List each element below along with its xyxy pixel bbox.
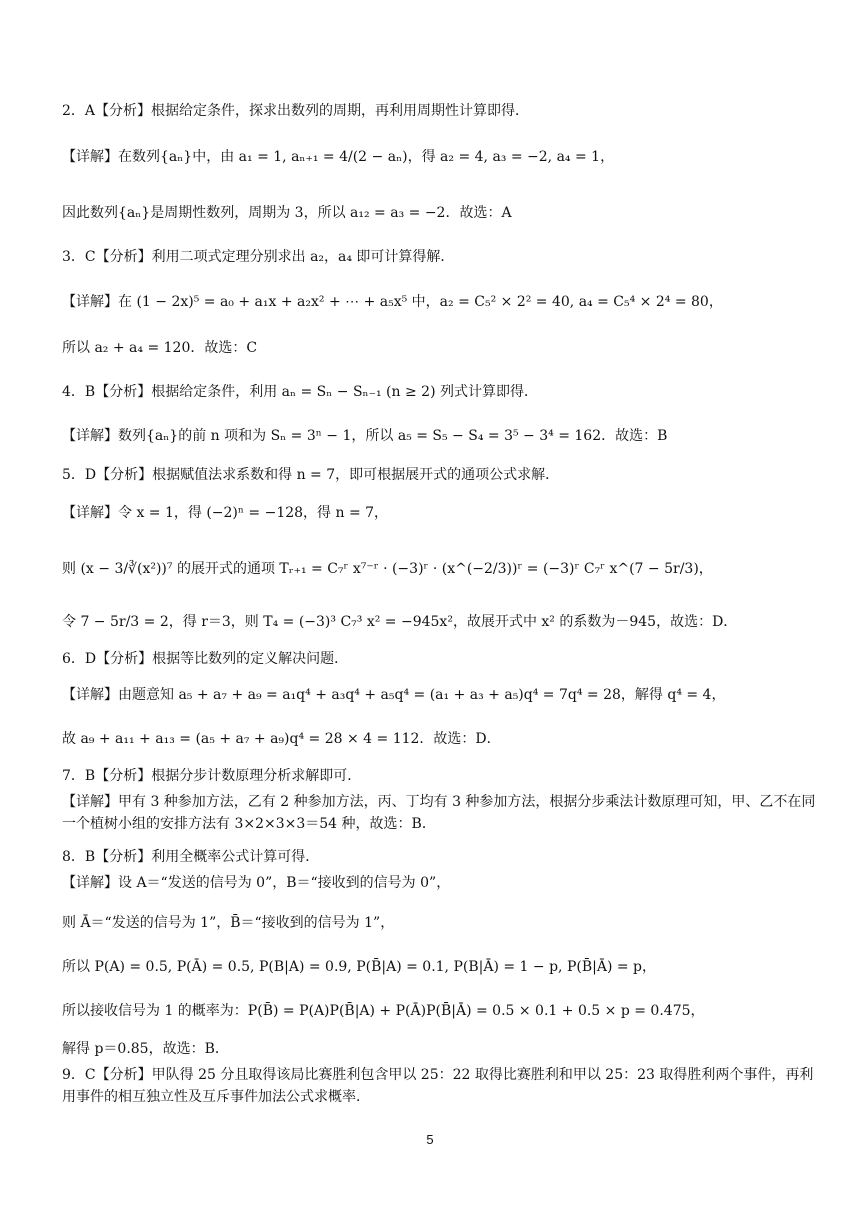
- page-number: 5: [426, 1132, 434, 1147]
- q8-conclusion: 解得 p＝0.85，故选：B．: [62, 1041, 229, 1057]
- q7-detail: 【详解】甲有 3 种参加方法，乙有 2 种参加方法，丙、丁均有 3 种参加方法，根据分步乘法计数原理可知，甲、乙不在同一个植树小组的安排方法有 3×2×3×3＝54 种，故选：B．: [62, 794, 816, 832]
- q2-conclusion: 因此数列{aₙ}是周期性数列，周期为 3，所以 a₁₂ = a₃ = −2．故选：A: [62, 205, 512, 221]
- q9-analysis: 9．C【分析】甲队得 25 分且取得该局比赛胜利包含甲以 25：22 取得比赛胜利和甲以 25：23 取得胜利两个事件，再利用事件的相互独立性及互斥事件加法公式求概率．: [62, 1067, 814, 1105]
- q8-probabilities: 所以 P(A) = 0.5, P(Ā) = 0.5, P(B|A) = 0.9, P(B̄|A) = 0.1, P(B|Ā) = 1 − p, P(B̄|Ā) = p，: [62, 959, 657, 975]
- q3-detail: 【详解】在 (1 − 2x)⁵ = a₀ + a₁x + a₂x² + ⋯ + a₅x⁵ 中，a₂ = C₅² × 2² = 40, a₄ = C₅⁴ × 2⁴ = 80，: [62, 294, 723, 310]
- q7-analysis: 7．B【分析】根据分步计数原理分析求解即可．: [62, 768, 362, 784]
- q8-analysis: 8．B【分析】利用全概率公式计算可得．: [62, 849, 320, 865]
- q2-analysis: 2．A【分析】根据给定条件，探求出数列的周期，再利用周期性计算即得．: [62, 103, 530, 119]
- q8-total-probability: 所以接收信号为 1 的概率为：P(B̄) = P(A)P(B̄|A) + P(Ā)P(B̄|Ā) = 0.5 × 0.1 + 0.5 × p = 0.475，: [62, 1003, 705, 1019]
- q4-analysis: 4．B【分析】根据给定条件，利用 aₙ = Sₙ − Sₙ₋₁ (n ≥ 2) 列式计算即得．: [62, 384, 538, 400]
- q8-complement: 则 Ā＝“发送的信号为 1”，B̄＝“接收到的信号为 1”，: [62, 915, 395, 931]
- q5-detail: 【详解】令 x = 1，得 (−2)ⁿ = −128，得 n = 7，: [62, 505, 389, 521]
- q3-conclusion: 所以 a₂ + a₄ = 120．故选：C: [62, 340, 258, 356]
- q6-detail: 【详解】由题意知 a₅ + a₇ + a₉ = a₁q⁴ + a₃q⁴ + a₅q⁴ = (a₁ + a₃ + a₅)q⁴ = 7q⁴ = 28，解得 q⁴ = 4，: [62, 687, 726, 703]
- q3-analysis: 3．C【分析】利用二项式定理分别求出 a₂，a₄ 即可计算得解．: [62, 249, 455, 265]
- q2-detail: 【详解】在数列{aₙ}中，由 a₁ = 1, aₙ₊₁ = 4/(2 − aₙ)，得 a₂ = 4, a₃ = −2, a₄ = 1，: [62, 149, 615, 165]
- q6-conclusion: 故 a₉ + a₁₁ + a₁₃ = (a₅ + a₇ + a₉)q⁴ = 28 × 4 = 112．故选：D．: [62, 731, 501, 747]
- q5-conclusion: 令 7 − 5r/3 = 2，得 r＝3，则 T₄ = (−3)³ C₇³ x² = −945x²，故展开式中 x² 的系数为－945，故选：D．: [62, 614, 738, 630]
- q4-detail: 【详解】数列{aₙ}的前 n 项和为 Sₙ = 3ⁿ − 1，所以 a₅ = S₅ − S₄ = 3⁵ − 3⁴ = 162．故选：B: [62, 428, 668, 444]
- q5-general-term: 则 (x − 3/∛(x²))⁷ 的展开式的通项 Tᵣ₊₁ = C₇ʳ x⁷⁻ʳ · (−3)ʳ · (x^(−2/3))ʳ = (−3)ʳ C₇ʳ x^(7 − 5r/3)，: [62, 561, 713, 577]
- q8-detail: 【详解】设 A＝“发送的信号为 0”，B＝“接收到的信号为 0”，: [62, 875, 451, 891]
- q6-analysis: 6．D【分析】根据等比数列的定义解决问题．: [62, 651, 349, 667]
- q5-analysis: 5．D【分析】根据赋值法求系数和得 n = 7，即可根据展开式的通项公式求解．: [62, 467, 560, 483]
